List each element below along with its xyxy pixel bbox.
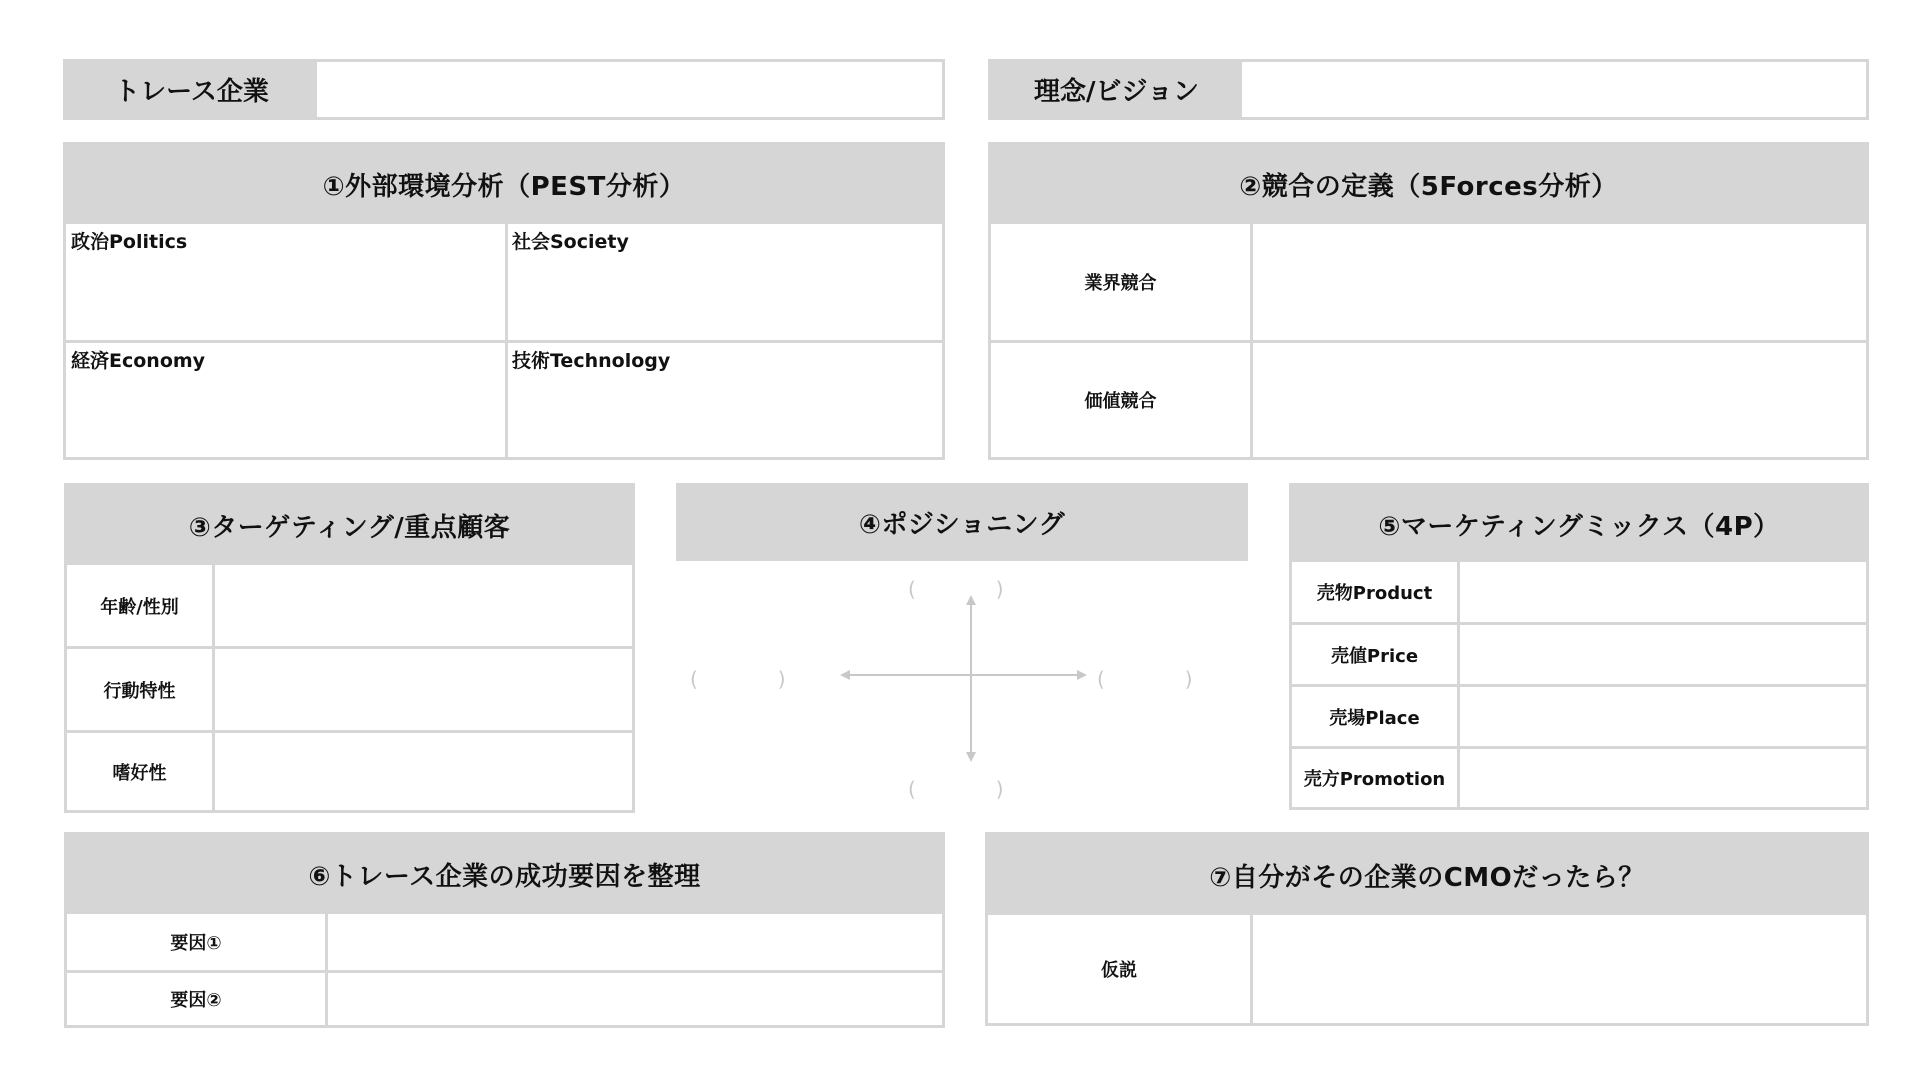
pest-economy-label: 経済Economy [71, 350, 206, 372]
trace-company-field [63, 59, 945, 120]
cmo-section [985, 832, 1869, 1026]
targeting-row-label: 嗜好性 [112, 762, 167, 784]
positioning-top-label: ( ) [908, 577, 1004, 601]
marketing-section [1289, 483, 1869, 810]
vision-input[interactable] [1242, 62, 1866, 117]
success-row-label: 要因① [170, 933, 222, 954]
positioning-title: ④ポジショニング [676, 483, 1248, 561]
marketing-row-label: 売物Product [1316, 583, 1433, 604]
forces-value-label: 価値競合 [1084, 391, 1157, 412]
success-title: ⑥トレース企業の成功要因を整理 [67, 835, 942, 914]
marketing-row-label: 売場Place [1329, 707, 1420, 729]
forces-industry-label: 業界競合 [1084, 273, 1157, 294]
cmo-title: ⑦自分がその企業のCMOだったら？ [988, 835, 1866, 915]
forces-title: ②競合の定義（5Forces分析） [991, 145, 1866, 224]
marketing-row-label: 売値Price [1330, 645, 1419, 667]
positioning-bottom-label: ( ) [908, 777, 1004, 801]
positioning-right-label: ( ) [1097, 667, 1193, 691]
vision-field [988, 59, 1869, 120]
success-section [64, 832, 945, 1028]
pest-title: ①外部環境分析（PEST分析） [66, 145, 942, 224]
targeting-section [64, 483, 635, 813]
targeting-title: ③ターゲティング/重点顧客 [67, 486, 632, 565]
pest-technology-label: 技術Technology [512, 350, 671, 372]
positioning-left-label: ( ) [690, 667, 786, 691]
forces-section [988, 142, 1869, 460]
targeting-row-label: 行動特性 [103, 680, 176, 702]
pest-society-label: 社会Society [512, 231, 629, 253]
marketing-title: ⑤マーケティングミックス（4P） [1292, 486, 1866, 562]
pest-politics-label: 政治Politics [71, 231, 188, 253]
trace-company-input[interactable] [317, 62, 942, 117]
cmo-hypothesis-label: 仮説 [1101, 960, 1137, 981]
pest-section [63, 142, 945, 460]
marketing-row-label: 売方Promotion [1303, 769, 1446, 790]
targeting-row-label: 年齢/性別 [100, 596, 179, 618]
success-row-label: 要因② [170, 990, 222, 1011]
trace-company-label: トレース企業 [66, 62, 317, 117]
vision-label: 理念/ビジョン [991, 62, 1242, 117]
